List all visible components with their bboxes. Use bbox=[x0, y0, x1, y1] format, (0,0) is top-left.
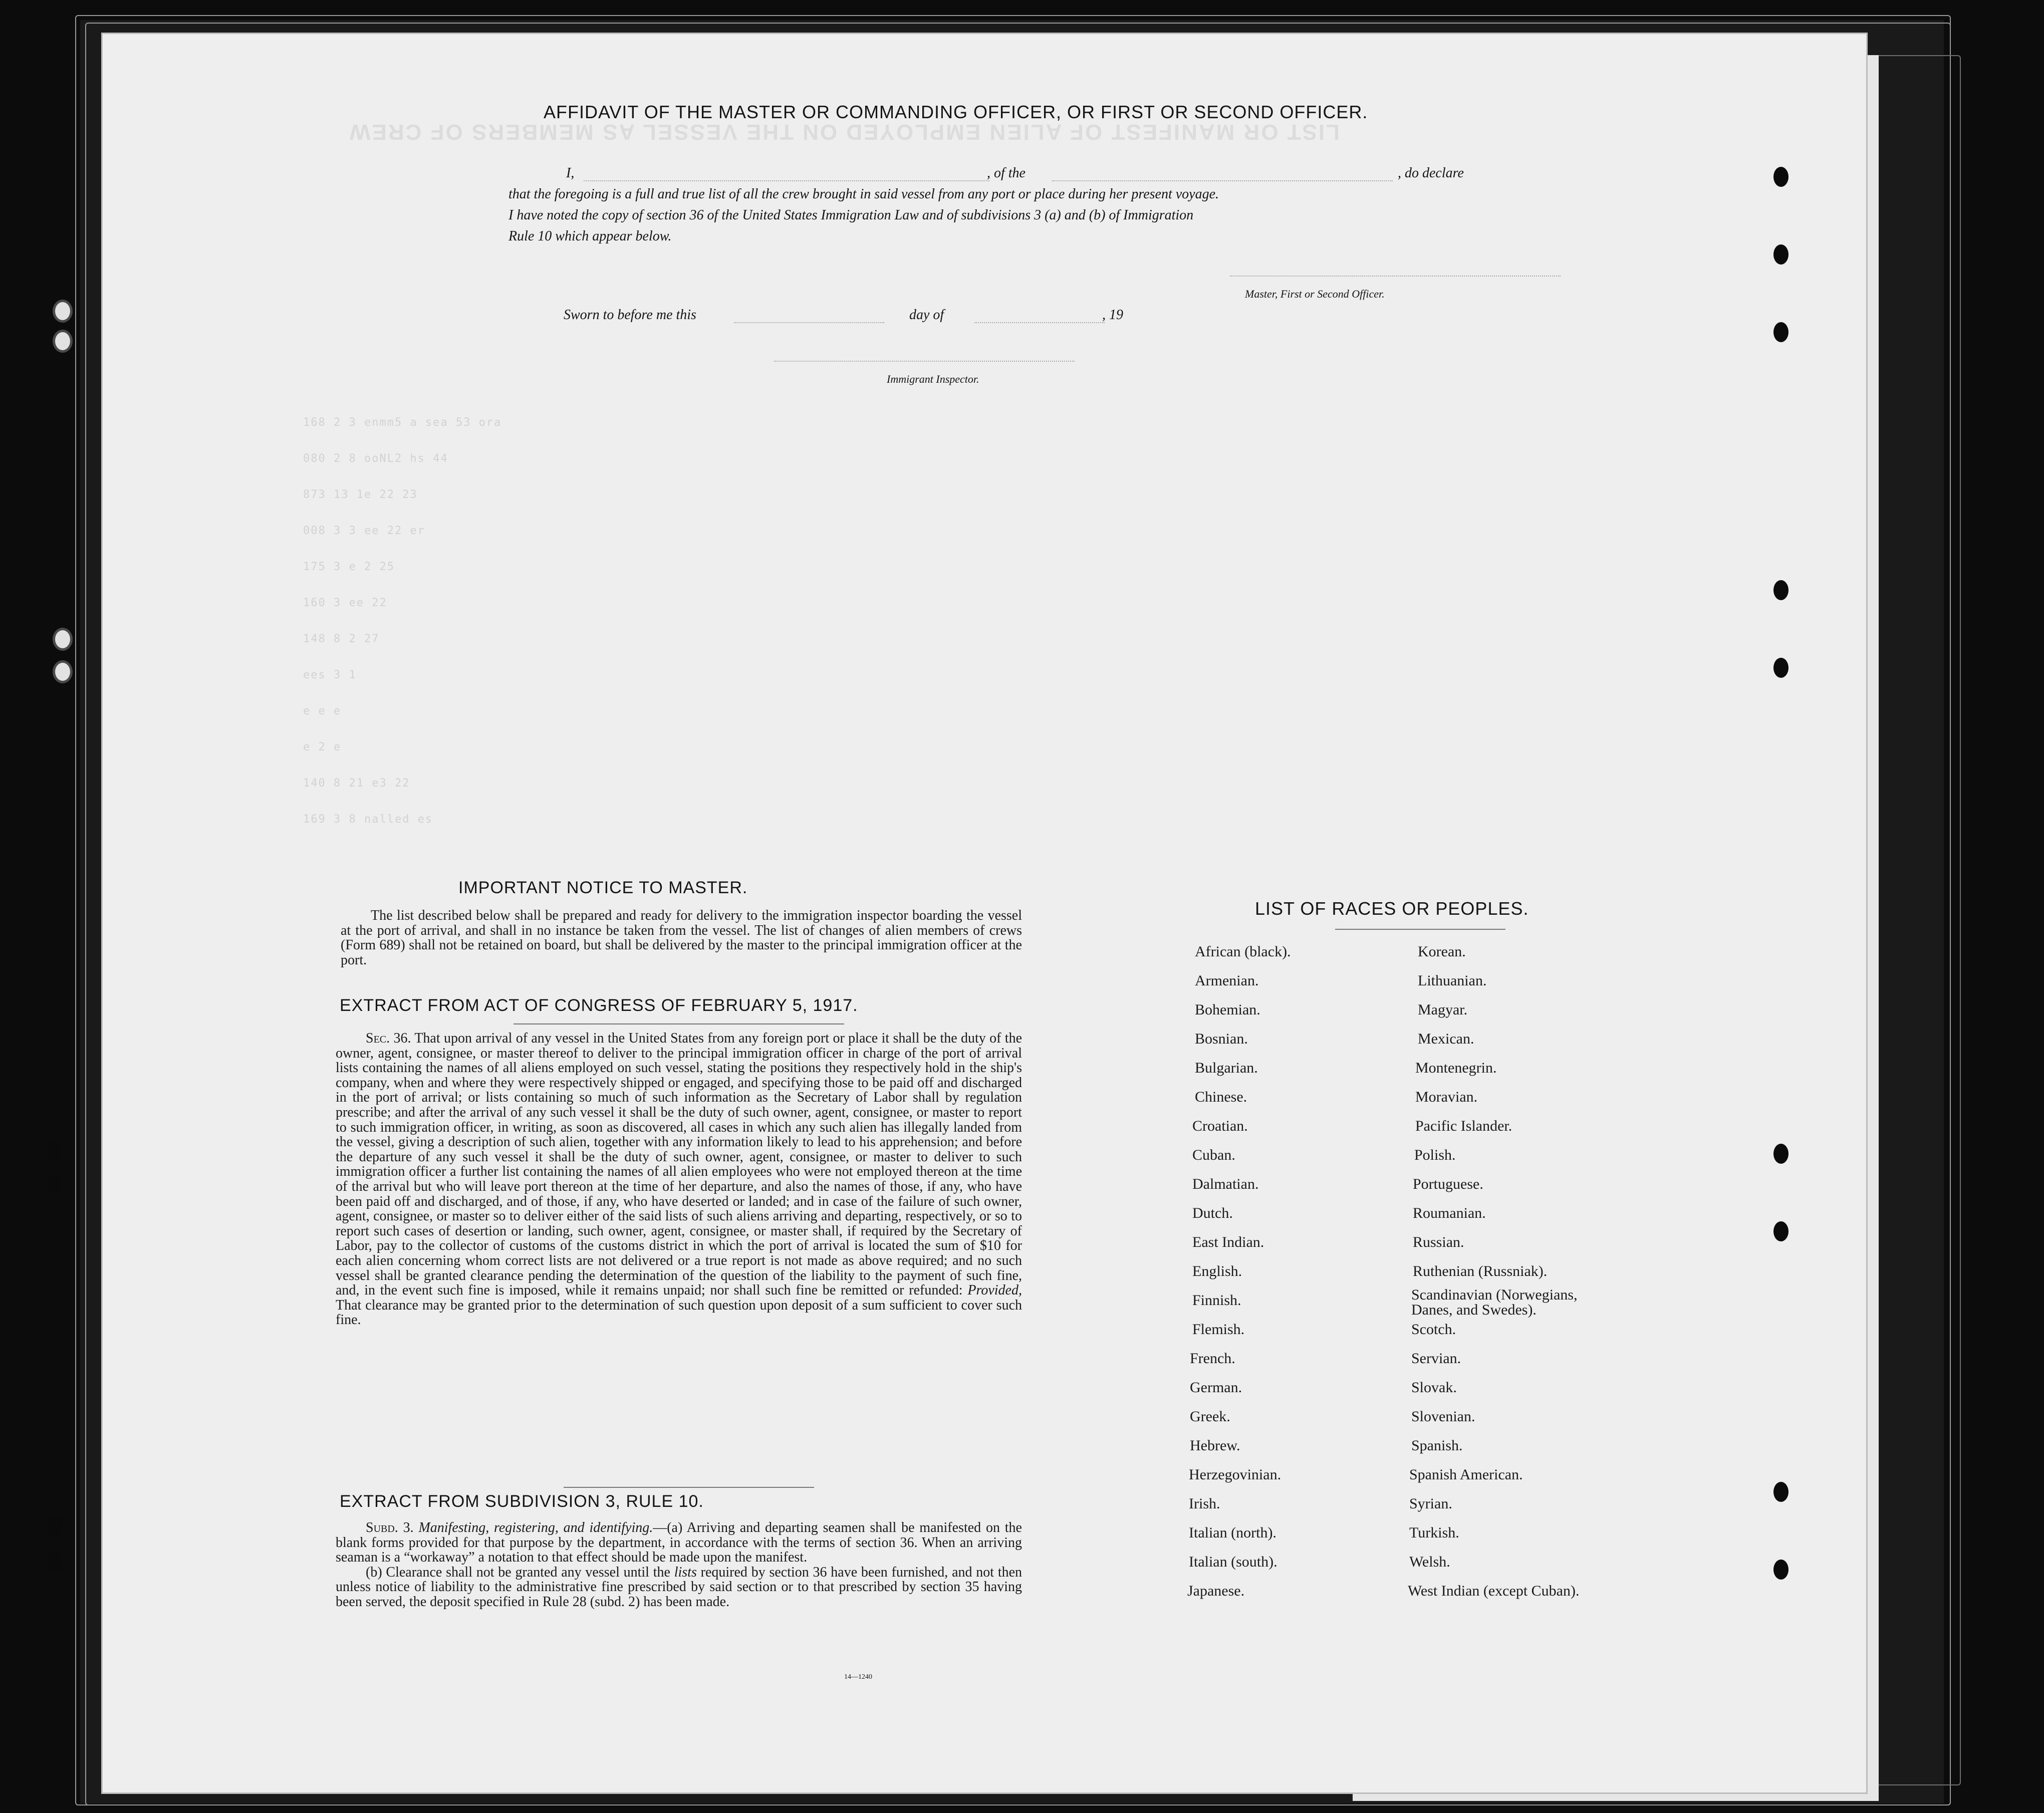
binder-hole bbox=[48, 1174, 63, 1194]
affidavit-statement-line: I have noted the copy of section 36 of the United States Immigration Law and of subdivisions 3 (a) and (b) of Immigration bbox=[508, 207, 1194, 223]
binder-hole bbox=[1773, 1144, 1788, 1164]
race-item: Cuban. bbox=[1192, 1147, 1235, 1163]
bleed-through-heading: LIST OR MANIFEST OF ALIEN EMPLOYED ON THE VESSEL AS MEMBERS OF CREW bbox=[348, 120, 1340, 144]
act-body-text: That upon arrival of any vessel in the United States from any foreign port or place it shall be the duty of the owner, agent, consignee, or master thereof to deliver to the principal immigration officer in charge of the port of arrival lists containing the names of all aliens employed on such vessel, stating the positions they respectively hold in the ship's company, when and where they were respectively shipped or engaged, and specifying those to be paid off and discharged in the port of arrival; or lists containing so much of such information as the Secretary of Labor shall by regulation prescribe; and after the arrival of any such vessel it shall be the duty of such owner, agent, consignee, or master to report to such immigration officer, in writing, as soon as discovered, all cases in which any such alien has illegally landed from the vessel, giving a description of such alien, together with any information likely to lead to his apprehension; and before the departure of any such vessel it shall be the duty of such owner, agent, consignee, or master to deliver to such immigration officer a further list containing the names of all alien employees who were not employed thereon at the time of the arrival but who will leave port thereon at the time of her departure, and also the names of those, if any, who have been paid off and discharged, and of those, if any, who have deserted or landed; and in case of the failure of such owner, agent, consignee, or master so to deliver either of the said lists of such aliens arriving and departing, respectively, or so to report such cases of desertion or landing, such owner, agent, consignee, or master shall, if required by the Secretary of Labor, pay to the collector of customs of the customs district in which the port of arrival is located the sum of $10 for each alien concerning whom correct lists are not delivered or a true report is not made as above required; and no such vessel shall be granted clearance pending the determination of the question of the liability to the payment of such fine, and, in the event such fine is imposed, while it remains unpaid; nor shall such fine be remitted or refunded: bbox=[336, 1030, 1022, 1299]
affidavit-statement-line: that the foregoing is a full and true list of all the crew brought in said vessel from any port or place during her present voyage. bbox=[508, 186, 1219, 202]
race-item: Lithuanian. bbox=[1418, 972, 1487, 989]
affidavit-line-i: I, bbox=[566, 165, 575, 181]
race-item: Finnish. bbox=[1192, 1292, 1241, 1309]
bleed-through-rows: 168 2 3 enmm5 a sea 53 ora 080 2 8 ooNL2 hs 44 873 13 1e 22 23 008 3 3 ee 22 er 175 3 e 2 25 160 3 ee 22 148 8 2 27 ees 3 1 e e e e 2 e 140 8 21 e3 22 169 3 8 nalled es bbox=[303, 416, 502, 826]
subd-para-b-post: required by section 36 have been furnished, and not then unless notice of liability to the administrative fine prescribed by said section or to that prescribed by section 35 having been served, the deposit specified in Rule 28 (subd. 2) has been made. bbox=[336, 1564, 1023, 1610]
title-rule bbox=[514, 1023, 844, 1024]
race-item: Herzegovinian. bbox=[1189, 1466, 1282, 1483]
signature-blank bbox=[1230, 276, 1561, 277]
binder-hole bbox=[1773, 580, 1788, 600]
binder-hole bbox=[48, 1552, 63, 1572]
binder-hole bbox=[53, 628, 73, 651]
sec-label: Sec. 36. bbox=[366, 1030, 411, 1046]
binder-hole bbox=[1773, 322, 1788, 342]
subdivision-title: EXTRACT FROM SUBDIVISION 3, RULE 10. bbox=[340, 1492, 704, 1511]
race-item: Hebrew. bbox=[1190, 1437, 1240, 1454]
race-item: Russian. bbox=[1413, 1234, 1464, 1250]
subdivision-para-b bbox=[336, 1565, 1022, 1610]
race-item: Italian (south). bbox=[1189, 1553, 1278, 1570]
race-item: Ruthenian (Russniak). bbox=[1413, 1263, 1548, 1279]
act-provided: Provided, bbox=[967, 1282, 1022, 1299]
subd-heading: Manifesting, registering, and identifying. bbox=[418, 1520, 653, 1535]
race-item: Armenian. bbox=[1195, 972, 1259, 989]
race-item: Slovenian. bbox=[1411, 1408, 1475, 1425]
affidavit-title: AFFIDAVIT OF THE MASTER OR COMMANDING OFFICER, OR FIRST OR SECOND OFFICER. bbox=[544, 102, 1368, 122]
subd-para-a-text: —(a) Arriving and departing seamen shall be manifested on the blank forms provided for that purpose by the department, in accordance with the terms of section 36. When an arriving seaman is a “workaway” a notation to that effect should be made upon the manifest. bbox=[336, 1520, 1022, 1566]
subd-para-b-pre: (b) Clearance shall not be granted any vessel until the bbox=[366, 1564, 670, 1580]
binder-hole bbox=[53, 330, 73, 353]
signature-label: Master, First or Second Officer. bbox=[1245, 288, 1385, 300]
subdivision-para-a bbox=[336, 1520, 1022, 1565]
race-item: Irish. bbox=[1189, 1495, 1220, 1512]
notice-title: IMPORTANT NOTICE TO MASTER. bbox=[458, 878, 748, 897]
race-item: Bosnian. bbox=[1195, 1030, 1248, 1047]
race-item: Welsh. bbox=[1409, 1553, 1450, 1570]
binder-hole bbox=[1773, 244, 1788, 265]
race-item: Pacific Islander. bbox=[1415, 1118, 1512, 1134]
race-item: Italian (north). bbox=[1189, 1524, 1276, 1541]
race-item: Chinese. bbox=[1195, 1089, 1247, 1105]
subd-para-b-lists: lists bbox=[674, 1564, 697, 1580]
binder-hole bbox=[48, 1141, 63, 1161]
race-item: Syrian. bbox=[1409, 1495, 1452, 1512]
race-item: Bulgarian. bbox=[1195, 1060, 1258, 1076]
subd-label: Subd. 3. bbox=[366, 1520, 414, 1535]
race-item: French. bbox=[1190, 1350, 1235, 1367]
act-body-end: That clearance may be granted prior to the determination of such question upon deposit of a sum sufficient to cover such fine. bbox=[336, 1297, 1022, 1328]
vessel-name-blank bbox=[1052, 180, 1393, 181]
race-item: Slovak. bbox=[1411, 1379, 1457, 1396]
title-rule bbox=[1335, 929, 1505, 930]
race-item: Flemish. bbox=[1192, 1321, 1245, 1338]
race-item: Roumanian. bbox=[1413, 1205, 1486, 1221]
act-title: EXTRACT FROM ACT OF CONGRESS OF FEBRUARY 5, 1917. bbox=[340, 996, 858, 1015]
race-item: Spanish. bbox=[1411, 1437, 1463, 1454]
sworn-month-blank bbox=[974, 322, 1105, 323]
binder-hole bbox=[1773, 1221, 1788, 1241]
sworn-text: Sworn to before me this bbox=[564, 307, 696, 323]
binder-hole bbox=[1773, 1482, 1788, 1502]
race-item: Scotch. bbox=[1411, 1321, 1456, 1338]
notice-text: The list described below shall be prepared and ready for delivery to the immigration inspector boarding the vessel at the port of arrival, and shall in no instance be taken from the vessel. The list of changes of alien members of crews (Form 689) shall not be retained on board, but shall be delivered by the master to the principal immigration officer at the port. bbox=[341, 908, 1022, 968]
race-item: Servian. bbox=[1411, 1350, 1461, 1367]
sworn-day-blank bbox=[734, 322, 884, 323]
race-item: West Indian (except Cuban). bbox=[1408, 1583, 1580, 1599]
race-item: Moravian. bbox=[1415, 1089, 1478, 1105]
race-item: Croatian. bbox=[1192, 1118, 1248, 1134]
inspector-blank bbox=[774, 361, 1075, 362]
affidavit-of-the: , of the bbox=[987, 165, 1026, 181]
form-page bbox=[103, 34, 1866, 1792]
race-item: Spanish American. bbox=[1409, 1466, 1523, 1483]
binder-hole bbox=[53, 300, 73, 323]
notice-body bbox=[341, 908, 1022, 967]
page-stack-edge bbox=[1874, 55, 1961, 1785]
race-item: Korean. bbox=[1418, 943, 1466, 960]
race-item: Portuguese. bbox=[1413, 1176, 1483, 1192]
master-name-blank bbox=[584, 180, 989, 181]
race-item: Scandinavian (Norwegians, Danes, and Swedes). bbox=[1411, 1286, 1578, 1318]
race-item: Mexican. bbox=[1418, 1030, 1474, 1047]
act-text bbox=[336, 1031, 1022, 1328]
race-item: Bohemian. bbox=[1195, 1001, 1260, 1018]
binder-hole bbox=[1773, 658, 1788, 678]
race-item: Turkish. bbox=[1409, 1524, 1459, 1541]
race-item: African (black). bbox=[1195, 943, 1291, 960]
races-title: LIST OF RACES OR PEOPLES. bbox=[1255, 898, 1529, 919]
race-item: East Indian. bbox=[1192, 1234, 1264, 1250]
binder-hole bbox=[1773, 1560, 1788, 1580]
title-rule bbox=[564, 1487, 814, 1488]
day-of-text: day of bbox=[909, 307, 944, 323]
binder-hole bbox=[1773, 167, 1788, 187]
race-item: Japanese. bbox=[1187, 1583, 1245, 1599]
race-item: Dutch. bbox=[1192, 1205, 1233, 1221]
race-item: Greek. bbox=[1190, 1408, 1230, 1425]
race-item: English. bbox=[1192, 1263, 1242, 1279]
inspector-label: Immigrant Inspector. bbox=[887, 373, 979, 385]
form-number: 14—1240 bbox=[844, 1673, 872, 1681]
affidavit-statement-line: Rule 10 which appear below. bbox=[508, 228, 672, 244]
subdivision-body bbox=[336, 1520, 1022, 1610]
race-item: Montenegrin. bbox=[1415, 1060, 1497, 1076]
race-item: Polish. bbox=[1414, 1147, 1456, 1163]
binder-hole bbox=[48, 1517, 63, 1537]
race-item: Dalmatian. bbox=[1192, 1176, 1259, 1192]
act-body bbox=[336, 1031, 1022, 1328]
race-item: German. bbox=[1190, 1379, 1242, 1396]
binder-hole bbox=[53, 660, 73, 683]
affidavit-do-declare: , do declare bbox=[1398, 165, 1464, 181]
race-item: Magyar. bbox=[1418, 1001, 1468, 1018]
year-text: , 19 bbox=[1102, 307, 1123, 323]
